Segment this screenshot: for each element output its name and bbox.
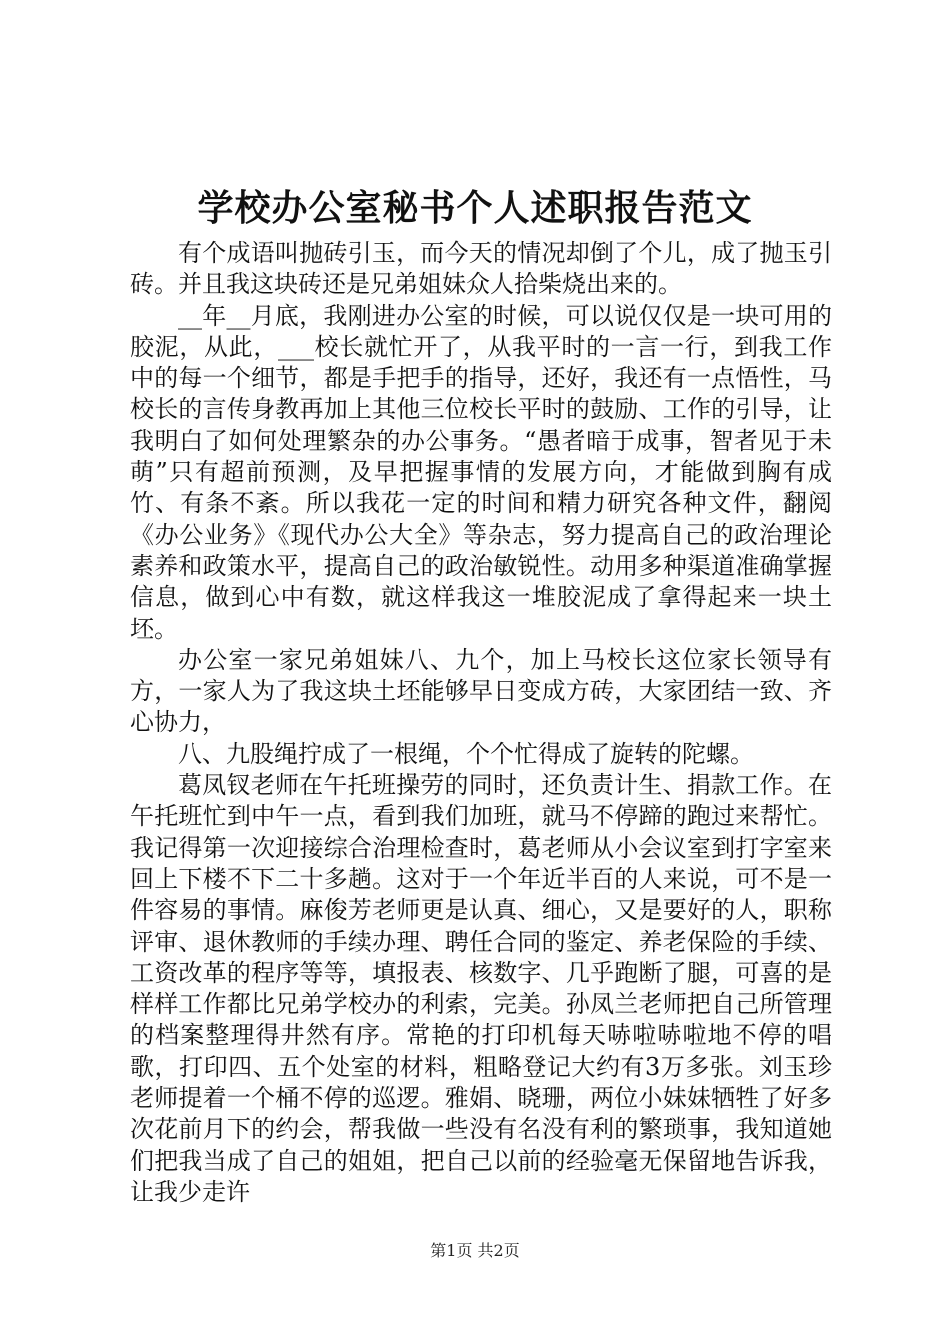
document-body bbox=[130, 238, 832, 1208]
paragraph-1: 有个成语叫抛砖引玉，而今天的情况却倒了个儿，成了抛玉引砖。并且我这块砖还是兄弟姐妹众人拾柴烧出来的。 bbox=[130, 239, 832, 299]
paragraph-4: 八、九股绳拧成了一根绳，个个忙得成了旋转的陀螺。 bbox=[178, 739, 754, 768]
page-number-footer: 第1页 共2页 bbox=[430, 1241, 520, 1260]
paragraph-3: 办公室一家兄弟姐妹八、九个，加上马校长这位家长领导有方，一家人为了我这块土坯能够早日变成方砖，大家团结一致、齐心协力， bbox=[130, 645, 832, 737]
document-title: 学校办公室秘书个人述职报告范文 bbox=[197, 187, 753, 229]
paragraph-5: 葛凤钗老师在午托班操劳的同时，还负责计生、捐款工作。在午托班忙到中午一点，看到我们加班，就马不停蹄的跑过来帮忙。我记得第一次迎接综合治理检查时，葛老师从小会议室到打字室来回上下楼不下二十多趟。这对于一个年近半百的人来说，可不是一件容易的事情。麻俊芳老师更是认真、细心，又是要好的人，职称评审、退休教师的手续办理、聘任合同的鉴定、养老保险的手续、工资改革的程序等等，填报表、核数字、几乎跑断了腿，可喜的是样样工作都比兄弟学校办的利索，完美。孙凤兰老师把自己所管理的档案整理得井然有序。常艳的打印机每天哧啦哧啦地不停的唱歌，打印四、五个处室的材料，粗略登记大约有3万多张。刘玉珍老师提着一个桶不停的巡逻。雅娟、晓珊，两位小妹妹牺牲了好多次花前月下的约会，帮我做一些没有名没有利的繁琐事，我知道她们把我当成了自己的姐姐，把自己以前的经验毫无保留地告诉我，让我少走许 bbox=[130, 771, 832, 1206]
paragraph-2: __年__月底，我刚进办公室的时候，可以说仅仅是一块可用的胶泥，从此，___校长就忙开了，从我平时的一言一行，到我工作中的每一个细节，都是手把手的指导，还好，我还有一点悟性，马校长的言传身教再加上其他三位校长平时的鼓励、工作的引导，让我明白了如何处理繁杂的办公事务。“愚者暗于成事，智者见于未萌”只有超前预测，及早把握事情的发展方向，才能做到胸有成竹、有条不紊。所以我花一定的时间和精力研究各种文件，翻阅《办公业务》《现代办公大全》等杂志，努力提高自己的政治理论素养和政策水平，提高自己的政治敏锐性。动用多种渠道准确掌握信息，做到心中有数，就这样我这一堆胶泥成了拿得起来一块土坯。 bbox=[130, 301, 832, 643]
